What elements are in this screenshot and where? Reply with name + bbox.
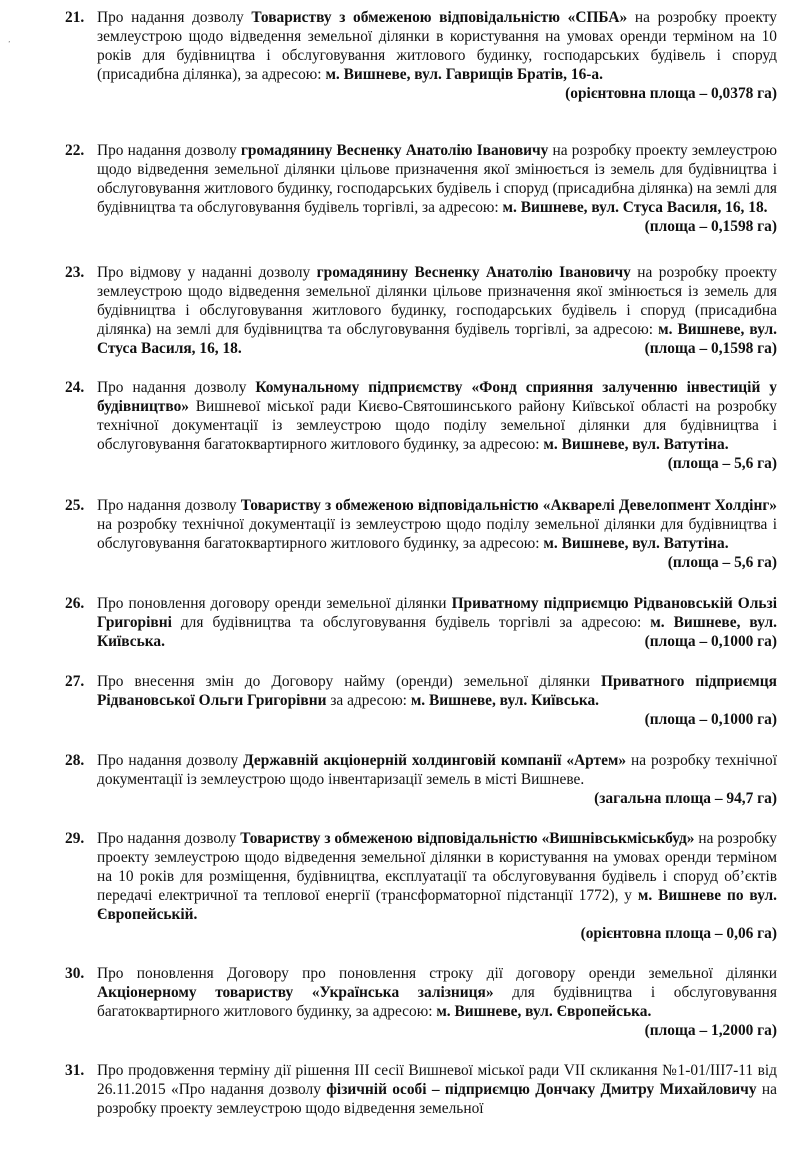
- item-body: [97, 829, 777, 943]
- list-item: [65, 496, 777, 572]
- bold-text: м. Вишневе, вул. Ватутіна.: [543, 535, 729, 552]
- item-number: 24.: [65, 379, 85, 396]
- text-run: для будівництва і обслуговування багатоквартирного житлового будинку, за адресою:: [97, 984, 778, 1020]
- bold-text: м. Вишневе, вул. Ватутіна.: [543, 436, 729, 453]
- bold-text: Товариству з обмеженою відповідальністю «СПБА»: [251, 9, 628, 26]
- text-run: Про надання дозволу: [97, 497, 241, 514]
- text-run: Про внесення змін до Договору найму (оренди) земельної ділянки: [97, 673, 601, 690]
- text-run: на розробку технічної документації із землеустрою щодо поділу земельної ділянки для будівництва і обслуговування багатоквартирного житлового будинку, за адресою:: [97, 516, 777, 552]
- list-item: [65, 594, 777, 651]
- item-body: [97, 141, 777, 236]
- area-note: (площа – 5,6 га): [667, 455, 777, 472]
- bold-text: м. Вишневе, вул. Гаврищів Братів, 16-а.: [325, 66, 603, 83]
- margin-mark: ’: [8, 40, 11, 48]
- item-number: 26.: [65, 595, 85, 612]
- text-run: Про надання дозволу: [97, 752, 244, 769]
- text-run: за адресою:: [326, 692, 411, 709]
- area-note: (орієнтовна площа – 0,0378 га): [565, 85, 777, 102]
- bold-text: м. Вишневе, вул. Київська.: [97, 614, 778, 650]
- text-run: Про поновлення Договору про поновлення строку дії договору оренди земельної ділянки: [97, 965, 777, 982]
- item-number: 28.: [65, 752, 85, 769]
- item-body: [97, 964, 777, 1040]
- item-body: [97, 672, 777, 729]
- item-number: 23.: [65, 264, 85, 281]
- text-run: Вишневої міської ради Києво-Святошинського району Київської області на розробку технічної документації із землеустрою щодо поділу земельної ділянки для будівництва і обслуговування багатоквартирного житлового будинку, за адресою:: [97, 398, 777, 453]
- area-note: (площа – 5,6 га): [667, 554, 777, 571]
- list-item: [65, 141, 777, 236]
- item-body: [97, 594, 777, 651]
- list-item: [65, 1061, 777, 1118]
- item-number: 31.: [65, 1062, 85, 1079]
- text-run: на розробку проекту землеустрою щодо відведення земельної: [97, 1081, 777, 1117]
- area-note: (загальна площа – 94,7 га): [594, 790, 777, 807]
- text-run: на розробку проекту землеустрою щодо відведення земельної ділянки цільове призначення якої змінюється із земель для будівництва і обслуговування житлового будинку, господарських будівель і споруд (присадибна ділянка) на землі для будівництва та обслуговування будівель торгівлі, за адресою:: [97, 264, 777, 338]
- bold-text: громадянину Весненку Анатолію Івановичу: [316, 264, 631, 281]
- item-body: [97, 496, 777, 572]
- text-run: на розробку проекту землеустрою щодо відведення земельної ділянки в користування на умовах оренди терміном на 10 років для розміщення, будівництва, експлуатації та обслуговування будівель і споруд об’єктів передачі електричної та теплової енергії (трансформаторної підстанції 1772), у: [97, 830, 777, 904]
- text-run: Про надання дозволу: [97, 9, 252, 26]
- list-item: [65, 751, 777, 808]
- list-item: [65, 263, 777, 358]
- text-run: на розробку технічної документації із землеустрою щодо інвентаризації земель в місті Вишневе.: [97, 752, 777, 788]
- area-note: (площа – 0,1000 га): [644, 633, 777, 650]
- item-body: [97, 378, 777, 473]
- bold-text: м. Вишневе, вул. Стуса Василя, 16, 18.: [502, 199, 768, 216]
- item-number: 22.: [65, 142, 85, 159]
- bold-text: фізичній особі – підприємцю Дончаку Дмитру Михайловичу: [326, 1081, 757, 1098]
- item-body: [97, 8, 777, 103]
- bold-text: громадянину Весненку Анатолію Івановичу: [240, 142, 549, 159]
- text-run: на розробку проекту землеустрою щодо відведення земельної ділянки в користування на умовах оренди терміном на 10 років для будівництва і обслуговування житлового будинку, господарських будівель і споруд (присадибна ділянка), за адресою:: [97, 9, 777, 83]
- list-item: [65, 829, 777, 943]
- text-run: Про надання дозволу: [97, 830, 241, 847]
- text-run: Про надання дозволу: [97, 142, 241, 159]
- text-run: Про продовження терміну дії рішення ІІІ сесії Вишневої міської ради VII скликання №1-01/ІІІ7-11 від 26.11.2015 «Про надання дозволу: [97, 1062, 777, 1098]
- list-item: [65, 8, 777, 103]
- bold-text: м. Вишневе, вул. Європейська.: [436, 1003, 652, 1020]
- list-item: [65, 672, 777, 729]
- text-run: Про надання дозволу: [97, 379, 256, 396]
- bold-text: Приватному підприємцю Рідвановській Ользі Григорівні: [97, 595, 777, 631]
- bold-text: м. Вишневе, вул. Стуса Василя, 16, 18.: [97, 321, 778, 357]
- item-body: [97, 751, 777, 808]
- area-note: (площа – 0,1598 га): [644, 340, 777, 357]
- bold-text: Державній акціонерній холдинговій компанії «Артем»: [243, 752, 627, 769]
- list-item: [65, 378, 777, 473]
- bold-text: Акціонерному товариству «Українська залізниця»: [97, 984, 494, 1001]
- area-note: (площа – 0,1598 га): [644, 218, 777, 235]
- bold-text: Комунальному підприємству «Фонд сприяння залученню інвестицій у будівництво»: [97, 379, 778, 415]
- area-note: (площа – 0,1000 га): [644, 711, 777, 728]
- text-run: Про поновлення договору оренди земельної ділянки: [97, 595, 452, 612]
- area-note: (орієнтовна площа – 0,06 га): [580, 925, 777, 942]
- bold-text: Товариству з обмеженою відповідальністю «Акварелі Девелопмент Холдінг»: [240, 497, 778, 514]
- bold-text: Товариству з обмеженою відповідальністю «Вишнівськміськбуд»: [240, 830, 695, 847]
- item-number: 29.: [65, 830, 85, 847]
- item-number: 30.: [65, 965, 85, 982]
- area-note: (площа – 1,2000 га): [644, 1022, 777, 1039]
- bold-text: м. Вишневе по вул. Європейській.: [97, 887, 778, 923]
- text-run: Про відмову у наданні дозволу: [97, 264, 317, 281]
- item-body: [97, 263, 777, 358]
- item-number: 21.: [65, 9, 85, 26]
- item-number: 27.: [65, 673, 85, 690]
- bold-text: м. Вишневе, вул. Київська.: [410, 692, 600, 709]
- text-run: для будівництва та обслуговування будівель торгівлі за адресою:: [171, 614, 651, 631]
- list-item: [65, 964, 777, 1040]
- bold-text: Приватного підприємця Рідвановської Ольги Григорівни: [97, 673, 777, 709]
- item-number: 25.: [65, 497, 85, 514]
- text-run: на розробку проекту землеустрою щодо відведення земельної ділянки цільове призначення якої змінюється із земель для будівництва і обслуговування житлового будинку, господарських будівель і споруд (присадибна ділянка) на землі для будівництва та обслуговування будівель торгівлі, за адресою:: [97, 142, 777, 216]
- item-body: [97, 1061, 777, 1118]
